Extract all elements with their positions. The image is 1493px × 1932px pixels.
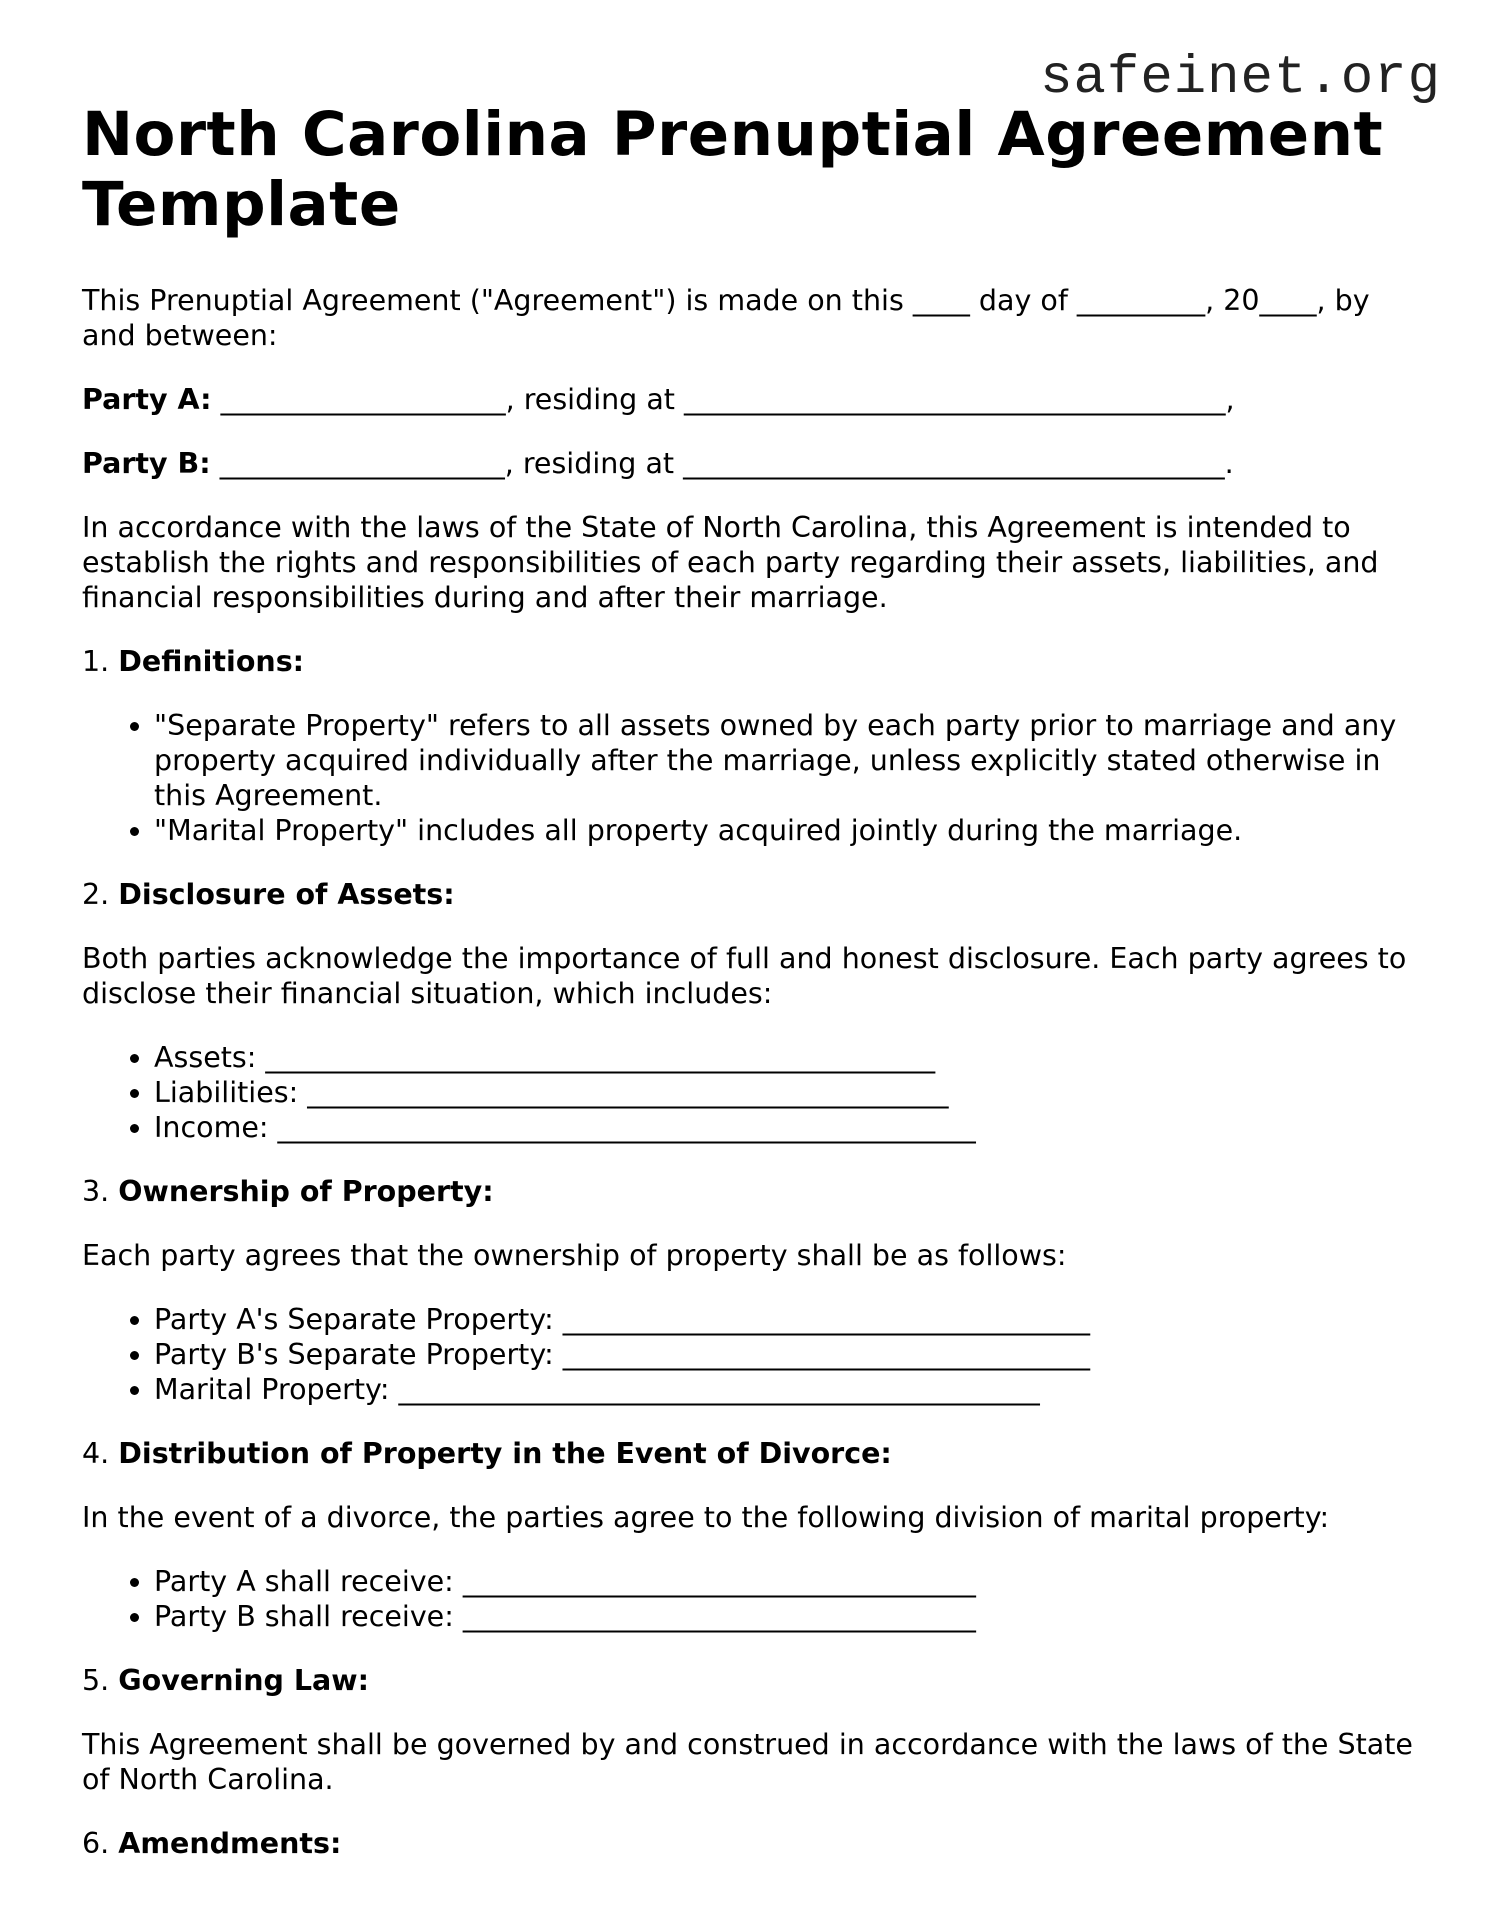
intro-paragraph: This Prenuptial Agreement ("Agreement") is made on this ____ day of _________, 20____, by and between: <box>82 284 1370 352</box>
section-1-title: Definitions: <box>118 645 305 678</box>
disclosure-list <box>82 1040 1422 1145</box>
list-item: • Marital Property: _____________________________________________ <box>154 1372 1422 1407</box>
section-5-heading <box>82 1663 1422 1698</box>
list-item: • "Marital Property" includes all property acquired jointly during the marriage. <box>154 813 1422 848</box>
section-2-heading <box>82 877 1422 912</box>
document-page <box>82 100 1422 1890</box>
list-item: • "Separate Property" refers to all assets owned by each party prior to marriage and any property acquired individually after the marriage, unless explicitly stated otherwise in this Agreement. <box>154 708 1422 813</box>
list-item: • Liabilities: _____________________________________________ <box>154 1075 1422 1110</box>
section-1-heading <box>82 644 1422 679</box>
section-5-title: Governing Law: <box>118 1664 369 1697</box>
watermark: safeinet.org <box>1040 48 1441 109</box>
list-item: • Party B's Separate Property: _____________________________________ <box>154 1337 1422 1372</box>
purpose-paragraph: In accordance with the laws of the State of North Carolina, this Agreement is intended to establish the rights and responsibilities of each party regarding their assets, liabilities, and financial responsibilities during and after their marriage. <box>82 511 1379 614</box>
party-a-fields: ____________________, residing at ______________________________________, <box>211 383 1235 416</box>
list-item: • Income: _________________________________________________ <box>154 1110 1422 1145</box>
party-b-line <box>82 446 1422 481</box>
section-4-title: Distribution of Property in the Event of Divorce: <box>118 1437 892 1470</box>
section-3-heading <box>82 1174 1422 1209</box>
party-a-label: Party A: <box>82 383 212 416</box>
party-b-label: Party B: <box>82 447 211 480</box>
section-6-number: 6. <box>82 1827 119 1860</box>
list-item: • Party A's Separate Property: _____________________________________ <box>154 1302 1422 1337</box>
section-6-heading <box>82 1826 1422 1861</box>
section-4-number: 4. <box>82 1437 119 1470</box>
list-item: • Party A shall receive: ____________________________________ <box>154 1564 1422 1599</box>
section-4-heading <box>82 1436 1422 1471</box>
section-1-number: 1. <box>82 645 119 678</box>
list-item: • Party B shall receive: ____________________________________ <box>154 1599 1422 1634</box>
section-5-text: This Agreement shall be governed by and construed in accordance with the laws of the State of North Carolina. <box>82 1728 1413 1796</box>
section-6-title: Amendments: <box>118 1827 342 1860</box>
section-2-text: Both parties acknowledge the importance of full and honest disclosure. Each party agrees to disclose their financial situation, which includes: <box>82 942 1407 1010</box>
party-b-fields: ____________________, residing at ______________________________________. <box>210 447 1234 480</box>
page-title: North Carolina Prenuptial Agreement Template <box>82 99 1384 240</box>
section-3-text: Each party agrees that the ownership of property shall be as follows: <box>82 1239 1067 1272</box>
definitions-list <box>82 708 1422 848</box>
section-3-number: 3. <box>82 1175 119 1208</box>
distribution-list <box>82 1564 1422 1634</box>
section-2-title: Disclosure of Assets: <box>118 878 455 911</box>
ownership-list <box>82 1302 1422 1407</box>
party-a-line <box>82 382 1422 417</box>
section-5-number: 5. <box>82 1664 119 1697</box>
section-2-number: 2. <box>82 878 119 911</box>
section-3-title: Ownership of Property: <box>118 1175 494 1208</box>
list-item: • Assets: _______________________________________________ <box>154 1040 1422 1075</box>
section-4-text: In the event of a divorce, the parties agree to the following division of marital property: <box>82 1501 1330 1534</box>
